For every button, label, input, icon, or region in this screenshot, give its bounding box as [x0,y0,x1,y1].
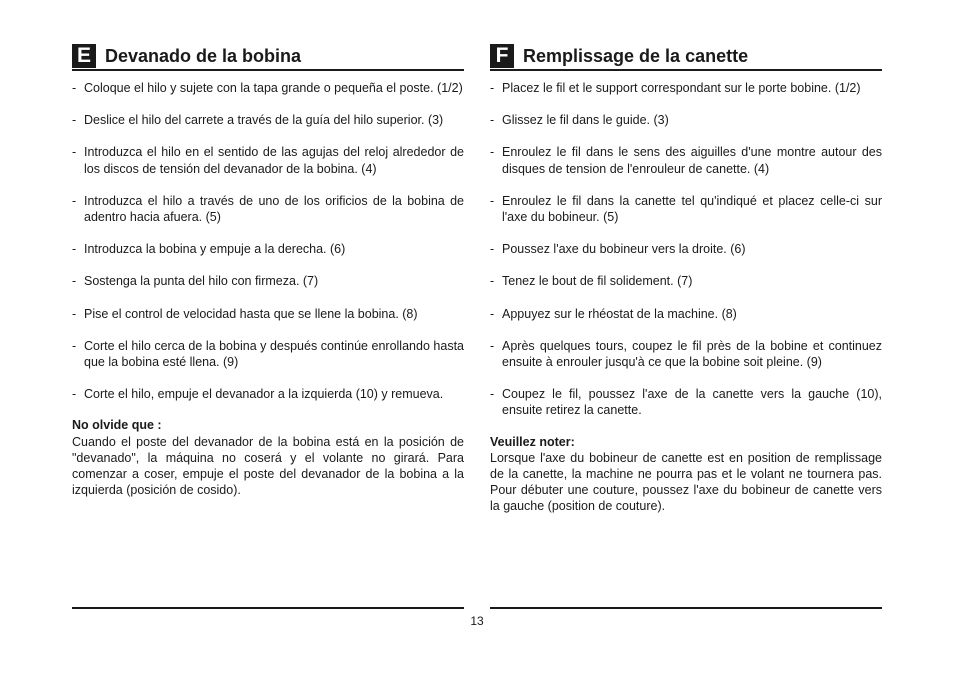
step-text: Introduzca la bobina y empuje a la derecha. (6) [84,242,346,257]
list-item [490,306,882,322]
dash-bullet: - [72,242,77,257]
note-text: Cuando el poste del devanador de la bobina está en la posición de "devanado", la máquina no coserá y el volante no girará. Para comenzar a coser, empuje el poste del devanador de la bobina a la izquierda (posición de cosido). [72,434,464,498]
step-text: Enroulez le fil dans le sens des aiguilles d'une montre autour des disques de tension de l'enrouleur de canette. (4) [502,145,882,176]
dash-bullet: - [490,81,495,95]
dash-bullet: - [490,113,495,128]
list-item [72,338,464,370]
note-heading: Veuillez noter: [490,434,575,449]
dash-bullet: - [72,338,77,353]
dash-bullet: - [72,306,77,321]
step-text: Corte el hilo cerca de la bobina y después continúe enrollando hasta que la bobina esté llena. (9) [84,338,464,370]
step-text: Enroulez le fil dans la canette tel qu'indiqué et placez celle-ci sur l'axe du bobineur. (5) [502,193,882,225]
dash-bullet: - [72,193,77,208]
step-text: Deslice el hilo del carrete a través de la guía del hilo superior. (3) [84,113,444,128]
list-item [490,273,882,289]
note-text: Lorsque l'axe du bobineur de canette est en position de remplissage de la canette, la machine ne pourra pas et le volant ne tournera pas. Pour débuter une couture, poussez l'axe du bobineur de canette vers la gauche (position de couture). [490,450,882,514]
dash-bullet: - [72,81,77,95]
dash-bullet: - [490,274,495,289]
list-item [490,193,882,225]
note-heading: No olvide que : [72,418,162,433]
section-f-title: Remplissage de la canette [523,45,749,66]
step-text: Pise el control de velocidad hasta que se llene la bobina. (8) [84,306,418,321]
step-text: Corte el hilo, empuje el devanador a la izquierda (10) y remueva. [84,387,444,402]
dash-bullet: - [72,274,77,289]
list-item [72,112,464,128]
section-f-header [490,43,882,71]
step-text: Introduzca el hilo en el sentido de las agujas del reloj alrededor de los discos de tensión del devanador de la bobina. (4) [84,145,464,176]
page-number: 13 [470,614,484,628]
list-item [72,386,464,402]
list-item [490,338,882,370]
dash-bullet: - [490,242,495,257]
section-e-title: Devanado de la bobina [105,45,302,66]
section-e-header [72,43,464,71]
step-text: Coloque el hilo y sujete con la tapa grande o pequeña el poste. (1/2) [84,81,463,95]
list-item [490,386,882,418]
dash-bullet: - [72,387,77,402]
list-item [72,273,464,289]
section-f-letter-badge: F [490,44,514,68]
list-item [72,241,464,257]
section-e-letter-badge: E [72,44,96,68]
dash-bullet: - [490,145,495,160]
list-item [490,80,882,96]
step-text: Poussez l'axe du bobineur vers la droite. (6) [502,242,746,257]
step-text: Après quelques tours, coupez le fil près de la bobine et continuez ensuite à enrouler jusqu'à ce que la bobine soit pleine. (9) [502,338,882,370]
step-text: Appuyez sur le rhéostat de la machine. (8) [502,306,737,321]
step-text: Tenez le bout de fil solidement. (7) [502,274,693,289]
section-f [490,43,882,515]
footer-divider-right [490,607,882,609]
footer-divider-left [72,607,464,609]
step-text: Placez le fil et le support correspondant sur le porte bobine. (1/2) [502,81,861,95]
dash-bullet: - [490,338,495,353]
list-item [490,144,882,176]
section-e-steps [72,80,464,402]
list-item [72,144,464,176]
dash-bullet: - [490,193,495,208]
dash-bullet: - [72,145,77,160]
step-text: Coupez le fil, poussez l'axe de la canette vers la gauche (10), ensuite retirez la canette. [502,387,882,418]
list-item [490,241,882,257]
step-text: Introduzca el hilo a través de uno de los orificios de la bobina de adentro hacia afuera. (5) [84,193,464,225]
list-item [72,306,464,322]
section-e [72,43,464,498]
list-item [72,193,464,225]
dash-bullet: - [72,113,77,128]
dash-bullet: - [490,306,495,321]
section-f-steps [490,80,882,419]
dash-bullet: - [490,387,495,402]
step-text: Glissez le fil dans le guide. (3) [502,113,669,128]
list-item [72,80,464,96]
step-text: Sostenga la punta del hilo con firmeza. (7) [84,274,319,289]
list-item [490,112,882,128]
